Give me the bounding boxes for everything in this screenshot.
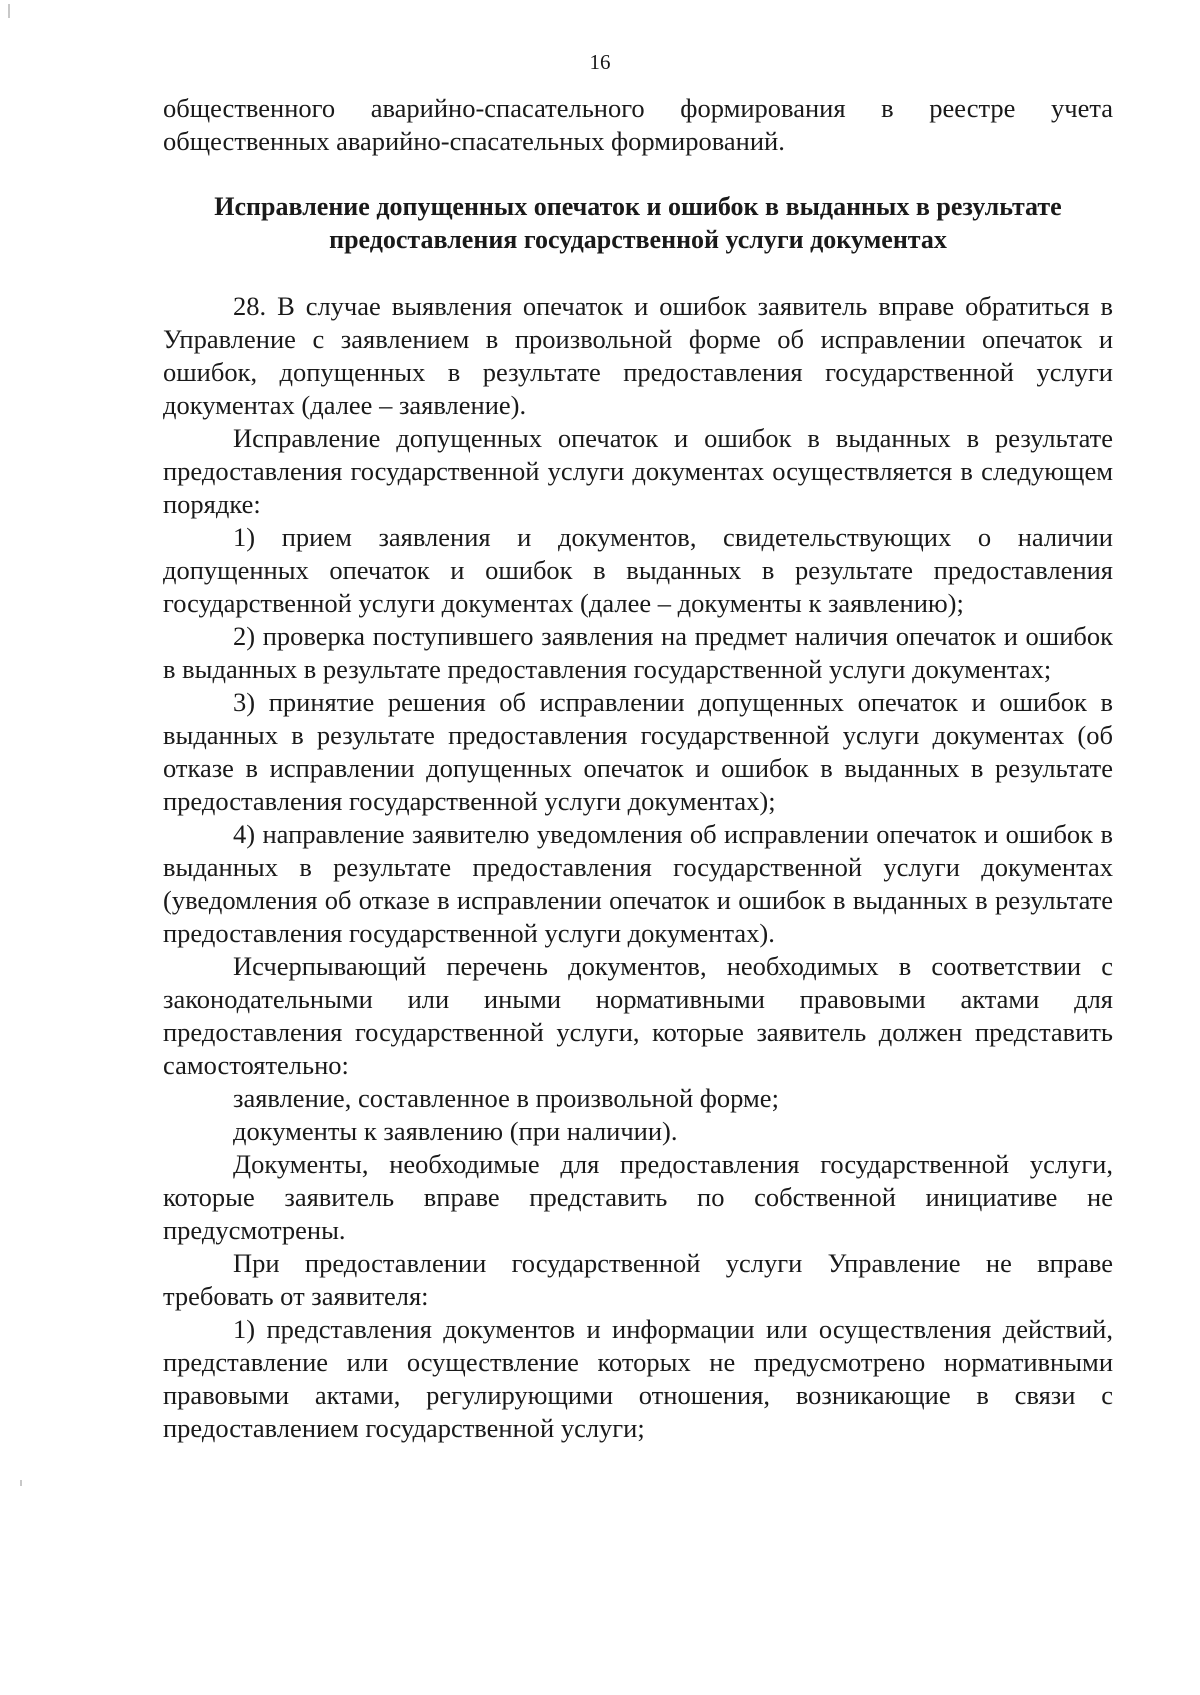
section-heading <box>163 190 1113 256</box>
paragraph-required-documents: Исчерпывающий перечень документов, необходимых в соответствии с законодательными или иными нормативными правовыми актами для предоставления государственной услуги, которые заявитель должен представить самостоятельно: <box>163 951 1113 1080</box>
documents-list-item-application: заявление, составленное в произвольной форме; <box>233 1083 779 1113</box>
paragraph-optional-documents: Документы, необходимые для предоставления государственной услуги, которые заявитель вправе представить по собственной инициативе не предусмотрены. <box>163 1149 1113 1245</box>
scan-artifact-top <box>8 4 10 18</box>
prohibited-requirement-1: 1) представления документов и информации или осуществления действий, представление или осуществление которых не предусмотрено нормативными правовыми актами, регулирующими отношения, возникающие в связи с предоставлением государственной услуги; <box>163 1314 1113 1443</box>
section-heading-line-2: предоставления государственной услуги документах <box>329 225 947 254</box>
procedure-step-1: 1) прием заявления и документов, свидетельствующих о наличии допущенных опечаток и ошибок в выданных в результате предоставления государственной услуги документах (далее – документы к заявлению); <box>163 522 1113 618</box>
opening-paragraph: общественного аварийно-спасательного формирования в реестре учета общественных аварийно-спасательных формирований. <box>163 93 1113 156</box>
paragraph-prohibited-requirements: При предоставлении государственной услуги Управление не вправе требовать от заявителя: <box>163 1248 1113 1311</box>
section-heading-line-1: Исправление допущенных опечаток и ошибок в выданных в результате <box>214 192 1062 221</box>
scan-artifact-left <box>20 1480 22 1486</box>
documents-list-item-attachments: документы к заявлению (при наличии). <box>233 1116 678 1146</box>
page-number: 16 <box>589 50 611 74</box>
paragraph-item-28: 28. В случае выявления опечаток и ошибок заявитель вправе обратиться в Управление с заявлением в произвольной форме об исправлении опечаток и ошибок, допущенных в результате предоставления государственной услуги документах (далее – заявление). <box>163 291 1113 420</box>
procedure-step-4: 4) направление заявителю уведомления об исправлении опечаток и ошибок в выданных в результате предоставления государственной услуги документах (уведомления об отказе в исправлении опечаток и ошибок в выданных в результате предоставления государственной услуги документах). <box>163 819 1113 948</box>
procedure-step-3: 3) принятие решения об исправлении допущенных опечаток и ошибок в выданных в результате предоставления государственной услуги документах (об отказе в исправлении допущенных опечаток и ошибок в выданных в результате предоставления государственной услуги документах); <box>163 687 1113 816</box>
document-body <box>163 92 1113 1445</box>
paragraph-correction-procedure: Исправление допущенных опечаток и ошибок в выданных в результате предоставления государственной услуги документах осуществляется в следующем порядке: <box>163 423 1113 519</box>
procedure-step-2: 2) проверка поступившего заявления на предмет наличия опечаток и ошибок в выданных в результате предоставления государственной услуги документах; <box>163 621 1113 684</box>
